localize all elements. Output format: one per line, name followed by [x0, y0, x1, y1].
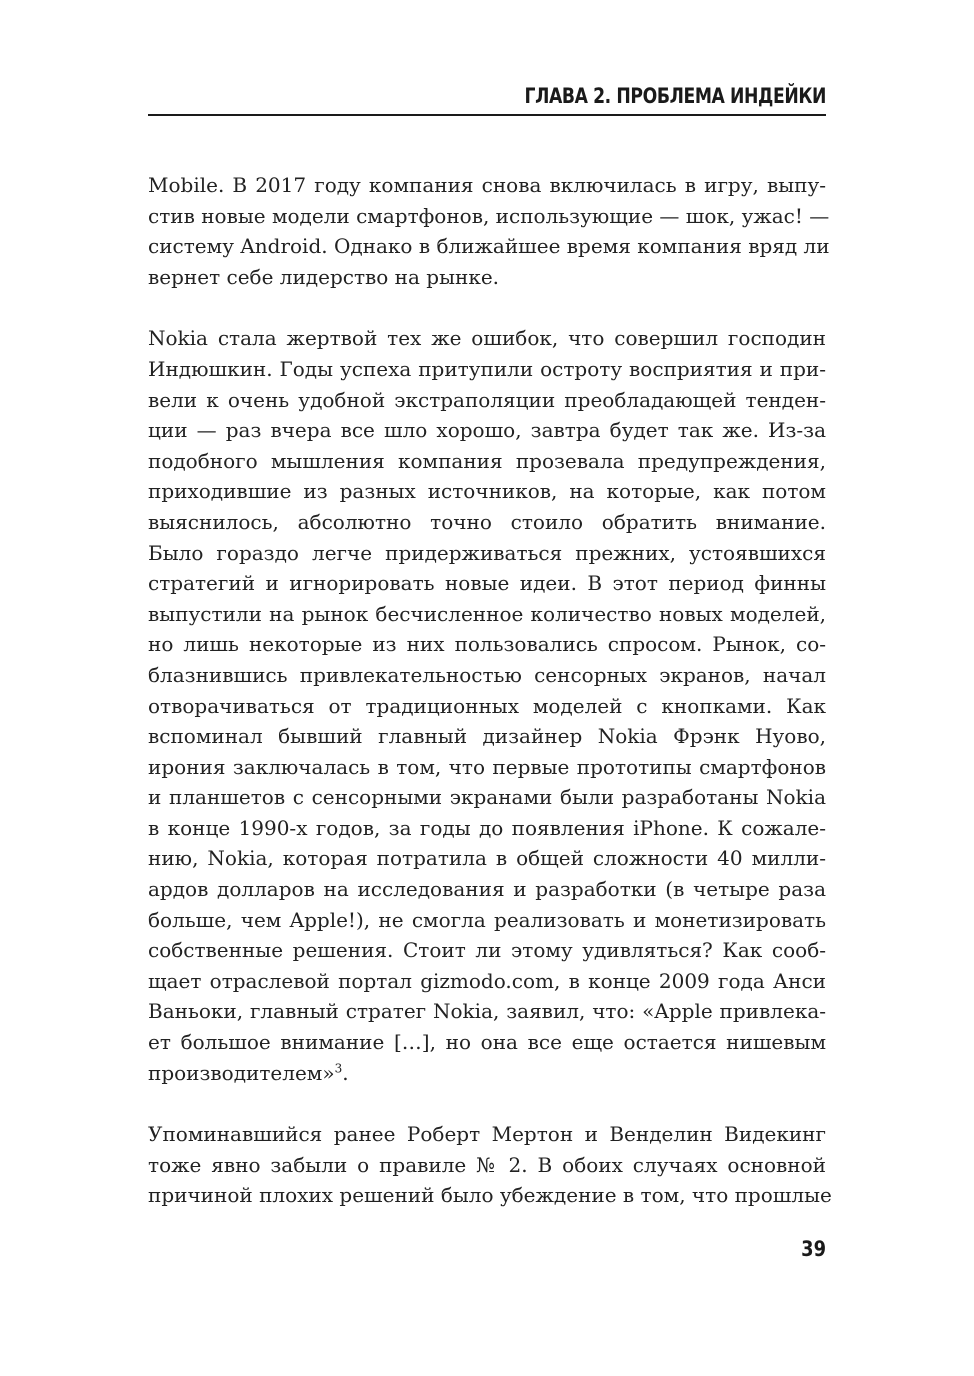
body-text	[148, 170, 832, 1211]
paragraph-gap	[148, 1088, 826, 1119]
text-line: отворачиваться от традиционных моделей с кнопками. Как	[148, 693, 826, 718]
page-number: 39	[801, 1237, 826, 1261]
text-line: вспоминал бывший главный дизайнер Nokia Фрэнк Нуово,	[148, 724, 826, 749]
header-rule	[148, 114, 826, 116]
text-line: нию, Nokia, которая потратила в общей сложности 40 милли-	[148, 846, 826, 871]
text-line: стив новые модели смартфонов, использующие — шок, ужас! —	[148, 203, 830, 228]
text-line: приходившие из разных источников, на которые, как потом	[148, 479, 826, 504]
footnote-ref: 3	[334, 1060, 343, 1075]
paragraph-gap	[148, 292, 826, 323]
text-line: ции — раз вчера все шло хорошо, завтра будет так же. Из-за	[148, 418, 826, 443]
text-line: вели к очень удобной экстраполяции преобладающей тенден-	[148, 387, 826, 412]
text-line: больше, чем Apple!), не смогла реализовать и монетизировать	[148, 907, 826, 932]
text-line-with-footnote	[148, 1058, 826, 1089]
text-line: и планшетов с сенсорными экранами были разработаны Nokia	[148, 785, 826, 810]
text-line: собственные решения. Стоит ли этому удивляться? Как сооб-	[148, 938, 826, 963]
sentence-end: .	[342, 1060, 349, 1085]
text-line: Было гораздо легче придерживаться прежних, устоявшихся	[148, 540, 826, 565]
text-line: Mobile. В 2017 году компания снова включилась в игру, выпу-	[148, 173, 826, 197]
text-line: стратегий и игнорировать новые идеи. В этот период финны	[148, 571, 826, 596]
text-line: Индюшкин. Годы успеха притупили остроту восприятия и при-	[148, 356, 826, 381]
chapter-title: ПРОБЛЕМА ИНДЕЙКИ	[616, 84, 826, 108]
text-line: тоже явно забыли о правиле № 2. В обоих случаях основной	[148, 1152, 826, 1177]
running-header	[270, 84, 826, 108]
text-line: в конце 1990-х годов, за годы до появления iPhone. К сожале-	[148, 815, 826, 840]
text-line: выпустили на рынок бесчисленное количество новых моделей,	[148, 601, 826, 626]
text-line: систему Android. Однако в ближайшее время компания вряд ли	[148, 234, 830, 259]
text-line: Nokia стала жертвой тех же ошибок, что совершил господин	[148, 326, 826, 351]
text-line: но лишь некоторые из них пользовались спросом. Рынок, со-	[148, 632, 826, 657]
text-line: выяснилось, абсолютно точно стоило обратить внимание.	[148, 509, 826, 534]
text-line: ардов долларов на исследования и разработки (в четыре раза	[148, 877, 826, 902]
text-line: подобного мышления компания прозевала предупреждения,	[148, 448, 826, 473]
text-line: ирония заключалась в том, что первые прототипы смартфонов	[148, 754, 826, 779]
text-line: блазнившись привлекательностью сенсорных экранов, начал	[148, 662, 826, 687]
text-line: причиной плохих решений было убеждение в том, что прошлые	[148, 1183, 832, 1208]
text-line: Ваньоки, главный стратег Nokia, заявил, что: «Apple привлека-	[148, 999, 826, 1024]
text-line: Упоминавшийся ранее Роберт Мертон и Венделин Видекинг	[148, 1122, 826, 1147]
text-line: щает отраслевой портал gizmodo.com, в конце 2009 года Анси	[148, 968, 826, 993]
text-line: ет большое внимание […], но она все еще остается нишевым	[148, 1030, 826, 1055]
text-line: производителем»	[148, 1060, 335, 1085]
chapter-label: ГЛАВА 2.	[524, 84, 611, 108]
text-line: вернет себе лидерство на рынке.	[148, 264, 500, 289]
